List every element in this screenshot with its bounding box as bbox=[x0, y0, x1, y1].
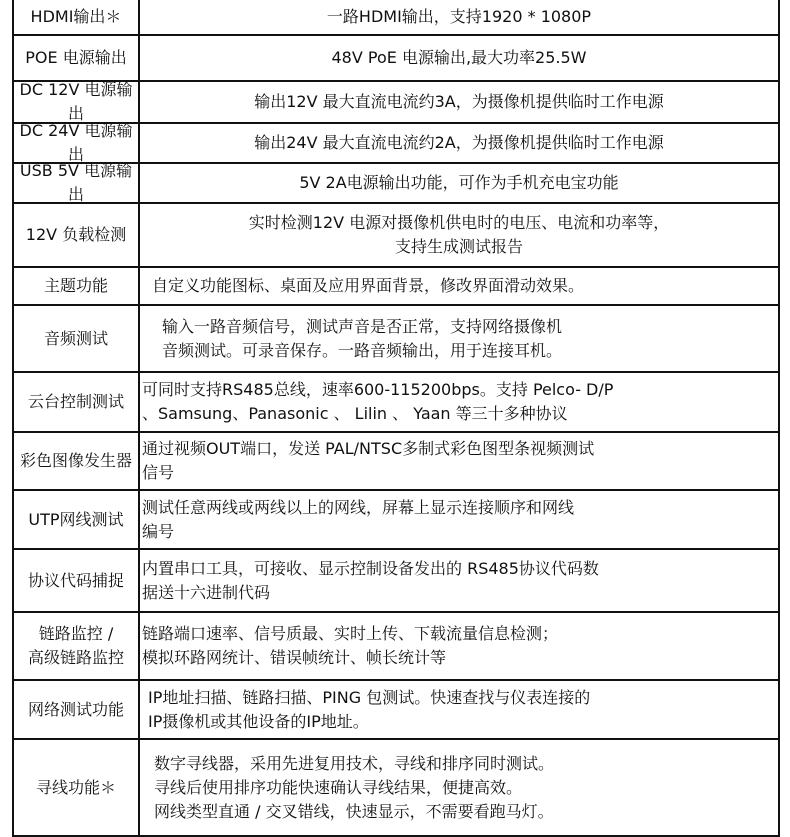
feature-name: 音频测试 bbox=[43, 328, 108, 348]
feature-name: 彩色图像发生器 bbox=[19, 451, 132, 470]
description-line: 链路端口速率、信号质最、实时上传、下载流量信息检测； bbox=[142, 624, 559, 643]
table-row bbox=[14, 491, 778, 550]
description-cell bbox=[140, 433, 778, 489]
feature-name: 主题功能 bbox=[43, 276, 108, 295]
table-row bbox=[14, 82, 778, 124]
description-cell bbox=[140, 0, 778, 34]
feature-cell bbox=[14, 373, 140, 431]
feature-name: DC 24V 电源输出 bbox=[19, 121, 133, 164]
description-line: 5V 2A电源输出功能，可作为手机充电宝功能 bbox=[299, 173, 619, 192]
description-line: 信号 bbox=[142, 463, 175, 482]
description-cell bbox=[140, 36, 778, 80]
description-cell bbox=[140, 681, 778, 738]
feature-name: 云台控制测试 bbox=[27, 392, 124, 411]
description-cell bbox=[140, 124, 778, 162]
description-cell bbox=[140, 550, 778, 611]
feature-cell bbox=[14, 681, 140, 738]
description-line: 一路HDMI输出，支持1920 * 1080P bbox=[326, 7, 592, 26]
description-line: 、Samsung、Panasonic 、 Lilin 、 Yaan 等三十多种协议 bbox=[142, 404, 568, 423]
feature-name: DC 12V 电源输出 bbox=[19, 80, 133, 123]
description-line: IP地址扫描、链路扫描、PING 包测试。快速查找与仪表连接的 bbox=[148, 687, 591, 707]
description-cell bbox=[140, 164, 778, 202]
description-line: 48V PoE 电源输出,最大功率25.5W bbox=[331, 48, 587, 67]
feature-name: USB 5V 电源输出 bbox=[19, 161, 133, 204]
table-row bbox=[14, 681, 778, 740]
feature-cell bbox=[14, 550, 140, 611]
table-row bbox=[14, 36, 778, 82]
description-line: 输出24V 最大直流电流约2A，为摄像机提供临时工作电源 bbox=[254, 133, 664, 152]
feature-name: POE 电源输出 bbox=[25, 48, 127, 67]
description-cell bbox=[140, 82, 778, 122]
table-row bbox=[14, 306, 778, 373]
table-row bbox=[14, 550, 778, 613]
feature-cell bbox=[14, 82, 140, 122]
description-line: 据送十六进制代码 bbox=[142, 582, 271, 602]
feature-cell bbox=[14, 268, 140, 304]
feature-name: 寻线功能＊ bbox=[35, 777, 116, 797]
feature-name: 链路监控 / bbox=[38, 624, 114, 643]
description-line: 网线类型直通 / 交叉错线，快速显示，不需要看跑马灯。 bbox=[154, 801, 554, 821]
feature-name: HDMI输出＊ bbox=[30, 7, 122, 26]
table-row bbox=[14, 740, 778, 835]
feature-cell bbox=[14, 121, 140, 164]
feature-name: 协议代码捕捉 bbox=[27, 570, 124, 590]
table-row bbox=[14, 0, 778, 36]
feature-cell bbox=[14, 36, 140, 80]
description-line: 编号 bbox=[142, 521, 175, 541]
description-line: 内置串口工具，可接收、显示控制设备发出的 RS485协议代码数 bbox=[142, 558, 599, 578]
feature-cell bbox=[14, 161, 140, 204]
description-cell bbox=[140, 491, 778, 548]
description-cell bbox=[140, 373, 778, 431]
description-cell bbox=[140, 204, 778, 266]
table-row bbox=[14, 373, 778, 433]
description-line: 自定义功能图标、桌面及应用界面背景，修改界面滑动效果。 bbox=[152, 276, 585, 295]
feature-cell bbox=[14, 740, 140, 835]
feature-cell bbox=[14, 613, 140, 679]
feature-name: 高级链路监控 bbox=[27, 648, 124, 667]
feature-cell bbox=[14, 306, 140, 371]
table-row bbox=[14, 433, 778, 491]
description-line: 支持生成测试报告 bbox=[394, 237, 523, 256]
description-line: 寻线后使用排序功能快速确认寻线结果，便捷高效。 bbox=[154, 777, 523, 797]
description-line: IP摄像机或其他设备的IP地址。 bbox=[148, 711, 369, 731]
description-line: 模拟环路网统计、错误帧统计、帧长统计等 bbox=[142, 648, 447, 667]
description-line: 测试任意两线或两线以上的网线，屏幕上显示连接顺序和网线 bbox=[142, 497, 575, 517]
table-row bbox=[14, 613, 778, 681]
description-cell bbox=[140, 306, 778, 371]
description-line: 数字寻线器，采用先进复用技术，寻线和排序同时测试。 bbox=[154, 753, 555, 773]
description-line: 通过视频OUT端口，发送 PAL/NTSC多制式彩色图型条视频测试 bbox=[142, 439, 595, 458]
description-cell bbox=[140, 613, 778, 679]
feature-cell bbox=[14, 433, 140, 489]
feature-cell bbox=[14, 204, 140, 266]
table-row bbox=[14, 161, 778, 204]
feature-name: 12V 负载检测 bbox=[25, 225, 127, 244]
spec-table bbox=[12, 0, 780, 837]
description-line: 实时检测12V 电源对摄像机供电时的电压、电流和功率等， bbox=[248, 213, 670, 232]
feature-name: UTP网线测试 bbox=[28, 509, 124, 529]
feature-name: 网络测试功能 bbox=[27, 699, 124, 719]
table-row bbox=[14, 121, 778, 164]
description-cell bbox=[140, 740, 778, 835]
description-line: 输出12V 最大直流电流约3A，为摄像机提供临时工作电源 bbox=[254, 92, 664, 111]
description-line: 输入一路音频信号，测试声音是否正常，支持网络摄像机 bbox=[162, 316, 563, 336]
feature-cell bbox=[14, 491, 140, 548]
table-row bbox=[14, 204, 778, 268]
description-cell bbox=[140, 268, 778, 304]
table-row bbox=[14, 268, 778, 306]
description-line: 音频测试。可录音保存。一路音频输出，用于连接耳机。 bbox=[162, 340, 563, 360]
description-line: 可同时支持RS485总线，速率600-115200bps。支持 Pelco- D/P bbox=[142, 380, 614, 399]
feature-cell bbox=[14, 0, 140, 34]
